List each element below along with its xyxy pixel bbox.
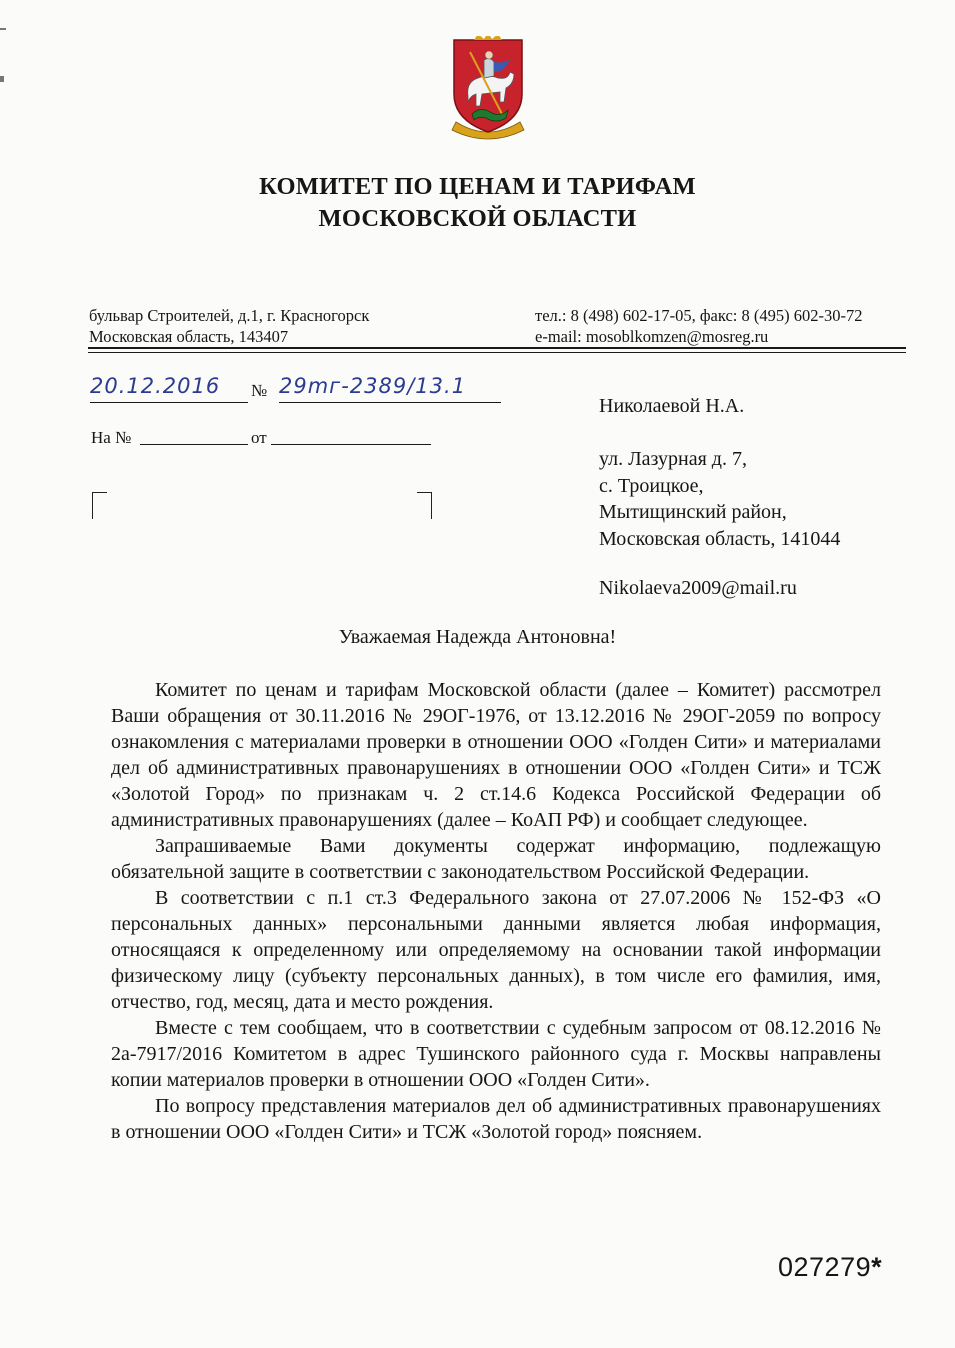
phone-line: тел.: 8 (498) 602-17-05, факс: 8 (495) 602-30-72 <box>535 306 863 325</box>
outgoing-date-field <box>90 374 248 403</box>
address-line2: Московская область, 143407 <box>89 327 289 346</box>
email-line: e-mail: mosoblkomzen@mosreg.ru <box>535 327 769 346</box>
letter-body <box>111 677 881 1145</box>
paragraph: Запрашиваемые Вами документы содержат информацию, подлежащую обязательной защите в соответствии с законодательством Российской Федерации. <box>111 835 881 883</box>
corner-bracket-left <box>92 492 107 519</box>
recipient-region: Московская область, 141044 <box>599 527 841 550</box>
committee-title-line2: МОСКОВСКОЙ ОБЛАСТИ <box>318 205 637 232</box>
paragraph: В соответствии с п.1 ст.3 Федерального закона от 27.07.2006 № 152-ФЗ «О персональных данных» персональными данными является любая информация, относящаяся к определенному или определяемому на основании такой информации физическому лицу (субъекту персональных данных), в том числе его фамилия, имя, отчество, год, месяц, дата и место рождения. <box>111 887 881 1013</box>
reply-to-number-line <box>140 430 248 445</box>
outgoing-date: 20.12.2016 <box>90 374 221 398</box>
reply-to-label: На № <box>91 428 132 447</box>
scan-mark <box>0 28 6 30</box>
paragraph: По вопросу представления материалов дел об административных правонарушениях в отношении ООО «Голден Сити» и ТСЖ «Золотой город» поясняем. <box>111 1095 881 1143</box>
form-number-stamp <box>778 1252 882 1283</box>
form-number: 027279 <box>778 1252 872 1282</box>
outgoing-number-label: № <box>251 381 268 400</box>
committee-title-line1: КОМИТЕТ ПО ЦЕНАМ И ТАРИФАМ <box>259 173 696 200</box>
header-rule-thick <box>88 347 906 349</box>
reply-from-label: от <box>251 428 267 447</box>
form-mark: * <box>871 1252 883 1282</box>
salutation: Уважаемая Надежда Антоновна! <box>338 626 617 648</box>
paragraph: Вместе с тем сообщаем, что в соответствии с судебным запросом от 08.12.2016 № 2а-7917/2016 Комитетом в адрес Тушинского районного суда г. Москвы направлены копии материалов проверки в отношении ООО «Голден Сити». <box>111 1017 881 1091</box>
outgoing-number: 29mг-2389/13.1 <box>279 374 467 398</box>
scan-mark <box>0 76 4 82</box>
reply-from-date-line <box>271 430 431 445</box>
paragraph: Комитет по ценам и тарифам Московской области (далее – Комитет) рассмотрел Ваши обращения от 30.11.2016 № 29ОГ-1976, от 13.12.2016 № 29ОГ-2059 по вопросу ознакомления с материалами проверки в отношении ООО «Голден Сити» и материалами дел об административных правонарушениях в отношении ООО «Голден Сити» и ТСЖ «Золотой Город» по признакам ч. 2 ст.14.6 Кодекса Российской Федерации об административных правонарушениях (далее – КоАП РФ) и сообщает следующее. <box>111 679 881 831</box>
recipient-name: Николаевой Н.А. <box>599 395 745 417</box>
recipient-village: с. Троицкое, <box>599 474 704 497</box>
header-rule-thin <box>88 352 906 353</box>
coat-of-arms-icon <box>444 36 532 140</box>
recipient-email: Nikolaeva2009@mail.ru <box>599 577 797 599</box>
recipient-district: Мытищинский район, <box>599 501 787 523</box>
address-line1: бульвар Строителей, д.1, г. Красногорск <box>89 306 370 325</box>
recipient-street: ул. Лазурная д. 7, <box>599 448 747 470</box>
committee-title <box>0 171 955 235</box>
address-block <box>89 305 369 347</box>
recipient-address <box>599 446 840 552</box>
contact-block <box>535 305 862 347</box>
corner-bracket-right <box>417 492 432 519</box>
outgoing-number-field <box>279 374 501 403</box>
